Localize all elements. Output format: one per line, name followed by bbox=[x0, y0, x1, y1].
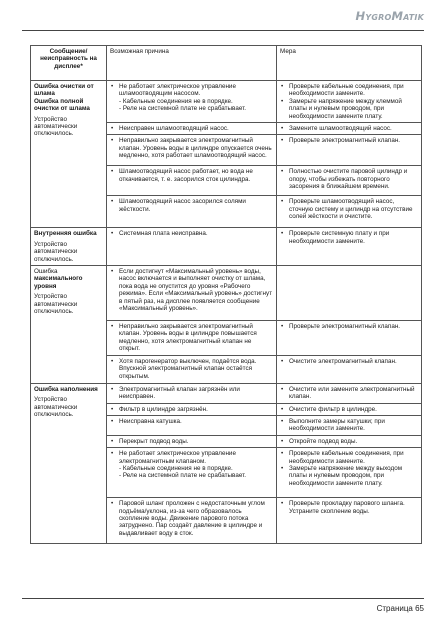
cause-cell bbox=[107, 355, 277, 383]
action-cell bbox=[277, 228, 422, 266]
cause-cell bbox=[107, 266, 277, 321]
header-rule bbox=[22, 30, 424, 31]
troubleshooting-table bbox=[30, 45, 422, 544]
cause-cell bbox=[107, 135, 277, 166]
message-title: максимального уровня bbox=[34, 275, 83, 290]
action-cell bbox=[277, 435, 422, 447]
action-cell bbox=[277, 166, 422, 196]
action-item: • Проверьте электромагнитный клапан. bbox=[280, 323, 418, 330]
action-cell bbox=[277, 403, 422, 415]
cause-cell bbox=[107, 403, 277, 415]
action-list bbox=[280, 418, 418, 433]
table-header-row bbox=[31, 46, 422, 81]
cause-list bbox=[110, 230, 273, 237]
cause-cell bbox=[107, 228, 277, 266]
cause-list bbox=[110, 268, 273, 312]
cause-cell bbox=[107, 415, 277, 435]
action-list bbox=[280, 438, 418, 445]
cause-list bbox=[110, 386, 273, 401]
action-list bbox=[280, 386, 418, 401]
action-cell bbox=[277, 498, 422, 544]
cause-list bbox=[110, 125, 273, 132]
message-cell bbox=[31, 228, 107, 266]
cause-list bbox=[110, 168, 273, 183]
action-item: • Проверьте шламоотводящий насос, сточную систему и цилиндр на отсутствие солей жёсткости и очистите. bbox=[280, 198, 418, 220]
action-cell bbox=[277, 321, 422, 356]
message-title: Ошибка наполнения bbox=[34, 385, 98, 393]
header-message: Сообщение/ неисправность на дисплее* bbox=[31, 46, 107, 81]
cause-list bbox=[110, 198, 273, 213]
cause-cell bbox=[107, 123, 277, 135]
action-cell bbox=[277, 196, 422, 228]
action-list bbox=[280, 358, 418, 365]
action-cell bbox=[277, 135, 422, 166]
table-row bbox=[31, 228, 422, 266]
action-cell bbox=[277, 81, 422, 123]
action-cell bbox=[277, 266, 422, 321]
action-item: • Проверьте системную плату и при необходимости замените. bbox=[280, 230, 418, 245]
action-list bbox=[280, 125, 418, 132]
cause-item: • Если достигнут «Максимальный уровень» воды, насос включается и выполняет очистку от шлама, пока вода не опустится до уровня «Рабочего режима». Если «Максимальный уровень» достигнут в пятый раз, на дисплее появляется сообщение «Максимальный уровень». bbox=[110, 268, 273, 312]
action-list bbox=[280, 168, 418, 190]
cause-cell bbox=[107, 498, 277, 544]
cause-cell bbox=[107, 435, 277, 447]
action-list bbox=[280, 450, 418, 487]
cause-item: • Неправильно закрывается электромагнитный клапан. Уровень воды в цилиндре повышается медленно, хотя электромагнитный клапан не открыт. bbox=[110, 323, 273, 353]
action-cell bbox=[277, 448, 422, 498]
action-item: • Проверьте прокладку парового шланга. Устраните скопление воды. bbox=[280, 500, 418, 515]
cause-item: • Шламоотводящий насос засорился солями жёсткости. bbox=[110, 198, 273, 213]
cause-cell bbox=[107, 383, 277, 403]
cause-item: • Паровой шланг проложен с недостаточным углом подъёма/уклона, из-за чего образовалось скопление воды. Движение парового потока затруднено. Пар создаёт давление в цилиндре и выдавливает воду в сток. bbox=[110, 500, 273, 537]
action-list bbox=[280, 323, 418, 330]
action-item: • Выполните замеры катушки; при необходимости замените. bbox=[280, 418, 418, 433]
cause-cell bbox=[107, 81, 277, 123]
cause-list bbox=[110, 137, 273, 159]
cause-item: • Шламоотводящий насос работает, но вода не откачивается, т. е. засорился сток цилиндра. bbox=[110, 168, 273, 183]
cause-list bbox=[110, 406, 273, 413]
action-list bbox=[280, 137, 418, 144]
cause-item: • Неисправна катушка. bbox=[110, 418, 273, 425]
page-number: Страница 65 bbox=[376, 604, 424, 613]
message-title: Ошибка полной очистки от шлама bbox=[34, 97, 90, 113]
message-cell bbox=[31, 266, 107, 384]
message-note: Устройство автоматически отключилось. bbox=[34, 240, 78, 263]
cause-list bbox=[110, 450, 273, 480]
message-title-prefix: Ошибка bbox=[34, 268, 58, 276]
cause-item: • Не работает электрическое управление электромагнитным клапаном. - Кабельные соединения не в порядке. - Реле на системной плате не срабатывает. bbox=[110, 450, 273, 480]
cause-item: • Перекрыт подвод воды. bbox=[110, 438, 273, 445]
message-title: Внутренняя ошибка bbox=[34, 230, 97, 238]
action-list bbox=[280, 230, 418, 245]
action-list bbox=[280, 406, 418, 413]
action-item: • Замените шламоотводящий насос. bbox=[280, 125, 418, 132]
message-cell bbox=[31, 383, 107, 543]
table-row bbox=[31, 266, 422, 321]
cause-item: • Хотя парогенератор выключен, подаётся вода. Впускной электромагнитный клапан остаётся открытым. bbox=[110, 358, 273, 380]
cause-list bbox=[110, 83, 273, 113]
cause-item: • Неисправен шламоотводящий насос. bbox=[110, 125, 273, 132]
cause-list bbox=[110, 418, 273, 425]
cause-item: • Неправильно закрывается электромагнитный клапан. Уровень воды в цилиндре опускается очень медленно, хотя работает шламоотводящий насос. bbox=[110, 137, 273, 159]
message-note: Устройство автоматически отключилось. bbox=[34, 293, 78, 316]
action-item: • Проверьте кабельные соединения, при необходимости замените. bbox=[280, 450, 418, 465]
table-row bbox=[31, 383, 422, 403]
cause-item: • Не работает электрическое управление шламоотводящим насосом. - Кабельные соединения не в порядке. - Реле на системной плате не срабатывает. bbox=[110, 83, 273, 113]
cause-list bbox=[110, 500, 273, 537]
cause-list bbox=[110, 323, 273, 353]
cause-cell bbox=[107, 196, 277, 228]
cause-cell bbox=[107, 166, 277, 196]
action-cell bbox=[277, 383, 422, 403]
action-item: • Очистите фильтр в цилиндре. bbox=[280, 406, 418, 413]
cause-item: • Системная плата неисправна. bbox=[110, 230, 273, 237]
action-item: • Откройте подвод воды. bbox=[280, 438, 418, 445]
header-action: Мера bbox=[277, 46, 422, 81]
action-item: • Проверьте кабельные соединения, при необходимости замените. bbox=[280, 83, 418, 98]
action-list bbox=[280, 198, 418, 220]
action-item: • Очистите электромагнитный клапан. bbox=[280, 358, 418, 365]
action-list bbox=[280, 83, 418, 120]
footer-rule bbox=[22, 598, 424, 599]
table-row bbox=[31, 81, 422, 123]
cause-item: • Фильтр в цилиндре загрязнён. bbox=[110, 406, 273, 413]
header-cause: Возможная причина bbox=[107, 46, 277, 81]
action-item: • Очистите или замените электромагнитный клапан. bbox=[280, 386, 418, 401]
cause-list bbox=[110, 358, 273, 380]
action-item: • Проверьте электромагнитный клапан. bbox=[280, 137, 418, 144]
message-note: Устройство автоматически отключилось. bbox=[34, 115, 78, 138]
brand-logo: HYGROMATIK bbox=[355, 9, 424, 23]
action-item: • Полностью очистите паровой цилиндр и опору, чтобы избежать повторного засорения в ближайшем времени. bbox=[280, 168, 418, 190]
cause-list bbox=[110, 438, 273, 445]
message-title: Ошибка очистки от шлама bbox=[34, 83, 94, 98]
message-cell bbox=[31, 81, 107, 228]
action-list bbox=[280, 500, 418, 515]
cause-cell bbox=[107, 448, 277, 498]
cause-item: • Электромагнитный клапан загрязнён или неисправен. bbox=[110, 386, 273, 401]
action-cell bbox=[277, 355, 422, 383]
action-item: • Замерьте напряжение между выходом платы и нулевым проводом, при необходимости замените плату. bbox=[280, 465, 418, 487]
table-body bbox=[31, 81, 422, 544]
action-cell bbox=[277, 123, 422, 135]
cause-cell bbox=[107, 321, 277, 356]
action-item: • Замерьте напряжение между клеммой платы и нулевым проводом, при необходимости замените плату. bbox=[280, 98, 418, 120]
message-note: Устройство автоматически отключилось. bbox=[34, 396, 78, 418]
action-cell bbox=[277, 415, 422, 435]
